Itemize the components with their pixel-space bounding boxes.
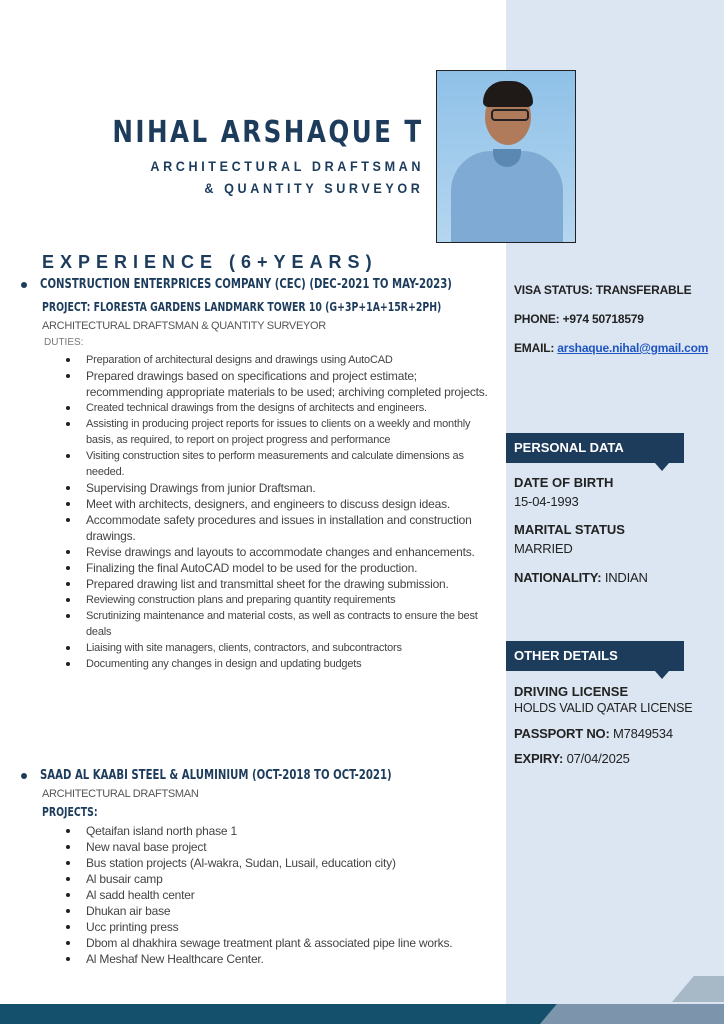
job1-title: CONSTRUCTION ENTERPRICES COMPANY (CEC) (DEC-2021 TO MAY-2023) [40,277,452,292]
job1-duties-label: DUTIES: [44,337,84,348]
expiry-row [514,751,630,766]
list-item: Prepared drawings based on specifications and project estimate; recommending appropriate materials to be used; archiving completed projects. [66,368,496,400]
list-item: Preparation of architectural designs and drawings using AutoCAD [66,352,496,368]
driving-license-label: DRIVING LICENSE [514,684,629,699]
dob-value: 15-04-1993 [514,494,579,509]
candidate-name: NIHAL ARSHAQUE T [112,115,424,150]
list-item: Al busair camp [66,871,496,887]
email-label: EMAIL: [514,341,558,355]
list-item: Assisting in producing project reports for issues to clients on a weekly and monthly basis, as required, to report on project progress and performance [66,416,496,448]
nationality-value: INDIAN [604,570,648,585]
job1-role: ARCHITECTURAL DRAFTSMAN & QUANTITY SURVEYOR [42,320,326,332]
profile-photo [436,70,576,243]
job2-projects-list [66,823,496,967]
list-item: Liaising with site managers, clients, contractors, and subcontractors [66,640,496,656]
experience-heading: EXPERIENCE (6+YEARS) [42,252,378,272]
list-item: Supervising Drawings from junior Draftsman. [66,480,496,496]
job2-title: SAAD AL KAABI STEEL & ALUMINIUM (OCT-2018 TO OCT-2021) [40,768,392,783]
list-item: Reviewing construction plans and preparing quantity requirements [66,592,496,608]
list-item: Finalizing the final AutoCAD model to be used for the production. [66,560,496,576]
personal-data-heading: PERSONAL DATA [506,433,684,463]
list-item: Prepared drawing list and transmittal sheet for the drawing submission. [66,576,496,592]
footer-accent [540,1004,724,1024]
list-item: Scrutinizing maintenance and material costs, as well as contracts to ensure the best deals [66,608,496,640]
list-item: Meet with architects, designers, and engineers to discuss design ideas. [66,496,496,512]
banner-pointer-icon [655,463,669,471]
driving-license-value: HOLDS VALID QATAR LICENSE [514,701,693,715]
bullet-icon [21,773,27,779]
list-item: Ucc printing press [66,919,496,935]
list-item: Documenting any changes in design and updating budgets [66,656,496,672]
expiry-label: EXPIRY: [514,751,564,766]
job2-projects-label: PROJECTS: [42,805,98,819]
list-item: Dbom al dhakhira sewage treatment plant & associated pipe line works. [66,935,496,951]
list-item: Al Meshaf New Healthcare Center. [66,951,496,967]
list-item: Bus station projects (Al-wakra, Sudan, Lusail, education city) [66,855,496,871]
marital-status-value: MARRIED [514,541,573,556]
list-item: Accommodate safety procedures and issues in installation and construction drawings. [66,512,496,544]
expiry-value: 07/04/2025 [566,751,630,766]
marital-status-label: MARITAL STATUS [514,522,625,537]
email-row [514,341,708,355]
list-item: Created technical drawings from the designs of architects and engineers. [66,400,496,416]
list-item: Dhukan air base [66,903,496,919]
nationality-row [514,570,648,585]
passport-value: M7849534 [613,726,673,741]
job-title-line-1: ARCHITECTURAL DRAFTSMAN [150,158,424,174]
passport-label: PASSPORT NO: [514,726,610,741]
bullet-icon [21,282,27,288]
job1-project: PROJECT: FLORESTA GARDENS LANDMARK TOWER 10 (G+3P+1A+15R+2PH) [42,300,442,314]
list-item: Al sadd health center [66,887,496,903]
passport-row [514,726,673,741]
list-item: Revise drawings and layouts to accommodate changes and enhancements. [66,544,496,560]
visa-status: VISA STATUS: TRANSFERABLE [514,283,692,297]
dob-label: DATE OF BIRTH [514,475,614,490]
other-details-heading: OTHER DETAILS [506,641,684,671]
banner-pointer-icon [655,671,669,679]
phone-number: PHONE: +974 50718579 [514,312,644,326]
job-title-line-2: & QUANTITY SURVEYOR [204,180,424,196]
job2-role: ARCHITECTURAL DRAFTSMAN [42,788,199,800]
list-item: New naval base project [66,839,496,855]
email-link[interactable]: arshaque.nihal@gmail.com [557,341,709,355]
list-item: Qetaifan island north phase 1 [66,823,496,839]
list-item: Visiting construction sites to perform measurements and calculate dimensions as needed. [66,448,496,480]
nationality-label: NATIONALITY: [514,570,602,585]
job1-duties-list [66,352,496,672]
